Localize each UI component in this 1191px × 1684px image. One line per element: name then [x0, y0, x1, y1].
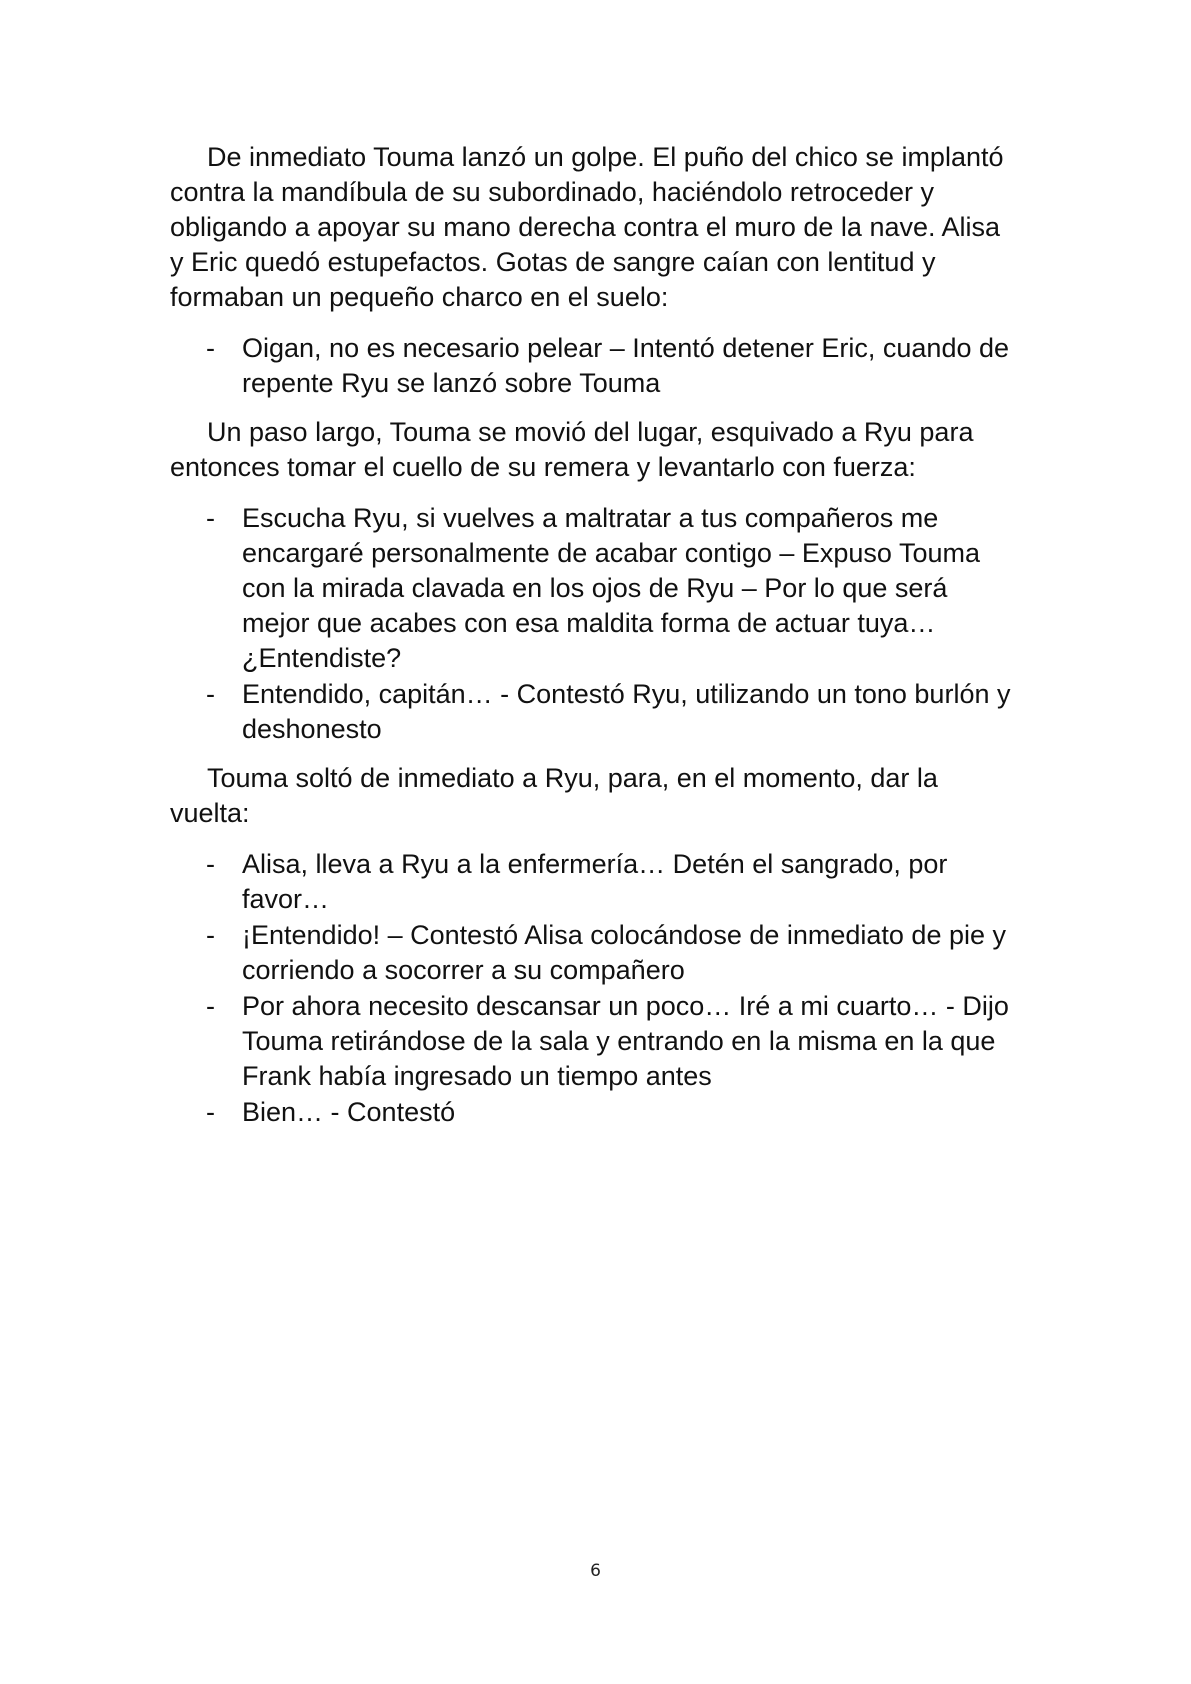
dialogue-text: Alisa, lleva a Ryu a la enfermería… Detén el sangrado, por favor… — [242, 849, 948, 914]
dialogue-text: Escucha Ryu, si vuelves a maltratar a tus compañeros me encargaré personalmente de acabar contigo – Expuso Touma con la mirada clavada en los ojos de Ryu – Por lo que será mejor que acabes con esa maldita forma de actuar tuya… ¿Entendiste? — [242, 503, 980, 673]
dialogue-list — [170, 501, 1020, 747]
dialogue-dash: - — [206, 1097, 215, 1127]
dialogue-line — [170, 989, 1020, 1094]
dialogue-dash: - — [206, 920, 215, 950]
dialogue-line — [170, 918, 1020, 988]
dialogue-dash: - — [206, 991, 215, 1021]
paragraph: Un paso largo, Touma se movió del lugar, esquivado a Ryu para entonces tomar el cuello de su remera y levantarlo con fuerza: — [170, 417, 974, 482]
dialogue-text: Por ahora necesito descansar un poco… Iré a mi cuarto… - Dijo Touma retirándose de la sala y entrando en la misma en la que Frank había ingresado un tiempo antes — [242, 991, 1009, 1091]
dialogue-line — [170, 331, 1020, 401]
dialogue-line — [170, 677, 1020, 747]
dialogue-dash: - — [206, 679, 215, 709]
dialogue-list — [170, 847, 1020, 1130]
dialogue-dash: - — [206, 333, 215, 363]
paragraph: Touma soltó de inmediato a Ryu, para, en el momento, dar la vuelta: — [170, 763, 938, 828]
dialogue-text: Oigan, no es necesario pelear – Intentó detener Eric, cuando de repente Ryu se lanzó sobre Touma — [242, 333, 1010, 398]
page-body — [170, 140, 1020, 1144]
page-number: 6 — [590, 1561, 601, 1581]
dialogue-text: ¡Entendido! – Contestó Alisa colocándose de inmediato de pie y corriendo a socorrer a su compañero — [242, 920, 1007, 985]
dialogue-line — [170, 847, 1020, 917]
dialogue-list — [170, 331, 1020, 401]
dialogue-line — [170, 501, 1020, 676]
dialogue-dash: - — [206, 503, 215, 533]
dialogue-line — [170, 1095, 1020, 1130]
paragraph: De inmediato Touma lanzó un golpe. El puño del chico se implantó contra la mandíbula de su subordinado, haciéndolo retroceder y obligando a apoyar su mano derecha contra el muro de la nave. Alisa y Eric quedó estupefactos. Gotas de sangre caían con lentitud y formaban un pequeño charco en el suelo: — [170, 142, 1004, 312]
dialogue-dash: - — [206, 849, 215, 879]
dialogue-text: Bien… - Contestó — [242, 1097, 456, 1127]
dialogue-text: Entendido, capitán… - Contestó Ryu, utilizando un tono burlón y deshonesto — [242, 679, 1011, 744]
